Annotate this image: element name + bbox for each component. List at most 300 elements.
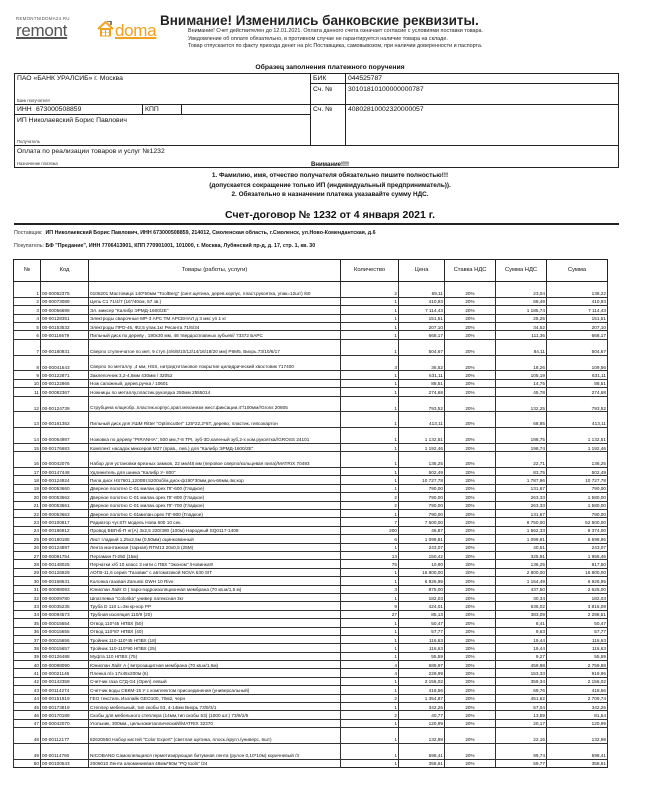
item-vat-rate: 20%	[445, 728, 496, 744]
item-name	[89, 282, 341, 298]
item-price: 10 727,78	[399, 476, 445, 484]
item-name: 2006010 Лента алюминиевая 48мм*50м "PQ tools" /24	[89, 759, 341, 767]
item-vat-rate: 20%	[445, 568, 496, 576]
item-vat-sum: 23,04	[496, 282, 547, 298]
item-name: Радиатор чуг.STI модель Нова 500 10 сек.	[89, 518, 341, 526]
table-row	[14, 593, 608, 601]
item-price: 69,11	[399, 282, 445, 298]
item-vat-sum: 9,63	[496, 627, 547, 635]
item-price: 57,77	[399, 627, 445, 635]
item-quantity: 1	[341, 388, 399, 396]
item-name: Муфта 110 НПВХ (75)	[89, 652, 341, 660]
table-row	[14, 306, 608, 314]
supplier-line	[14, 230, 376, 236]
item-vat-rate: 20%	[445, 306, 496, 314]
item-price: 598,41	[399, 744, 445, 760]
item-vat-rate: 20%	[445, 593, 496, 601]
table-row	[14, 711, 608, 719]
item-price: 85,13	[399, 610, 445, 618]
notice-line: Внимание! Счет действителен до 12.01.2021. Оплата данного счета означает согласие с условиями поставки товара.	[188, 28, 483, 34]
item-vat-sum: 68,85	[496, 412, 547, 428]
item-code: 00-00122865	[41, 379, 89, 387]
item-vat-sum: 22,16	[496, 728, 547, 744]
item-quantity: 1	[341, 396, 399, 412]
payment-purpose: Оплата по реализации товаров и услуг №1232	[17, 148, 165, 155]
item-code: 00-00052375	[41, 282, 89, 298]
item-vat-sum: 1 562,33	[496, 526, 547, 534]
item-vat-sum: 69,76	[496, 686, 547, 694]
item-quantity: 1	[341, 306, 399, 314]
item-quantity: 1	[341, 593, 399, 601]
table-row	[14, 669, 608, 677]
item-vat-rate: 20%	[445, 759, 496, 767]
table-row	[14, 476, 608, 484]
item-code: 00-00042076	[41, 452, 89, 468]
row-number: 39	[14, 652, 41, 660]
table-row	[14, 610, 608, 618]
table-row	[14, 510, 608, 518]
item-vat-rate: 20%	[445, 428, 496, 444]
item-quantity: 1	[341, 412, 399, 428]
table-row	[14, 627, 608, 635]
item-sum: 790,00	[547, 484, 608, 492]
bank-details-changed-title: Внимание! Изменились банковские реквизиты.	[160, 13, 479, 28]
item-price: 150,42	[399, 552, 445, 560]
item-name: Лист гладкий 1,25х2,5м (0,50мм) оцинкованный	[89, 535, 341, 543]
item-vat-rate: 20%	[445, 518, 496, 526]
item-vat-sum: 136,25	[496, 560, 547, 568]
item-vat-rate: 20%	[445, 577, 496, 585]
item-price: 1 192,46	[399, 443, 445, 451]
item-code: 00-00094573	[41, 610, 89, 618]
item-quantity: 1	[341, 322, 399, 330]
item-sum: 358,61	[547, 759, 608, 767]
row-number: 16	[14, 452, 41, 468]
item-price: 182,03	[399, 593, 445, 601]
corr-value-cell	[345, 83, 619, 105]
item-code: 00-00042070	[41, 719, 89, 727]
item-code: 00-00168631	[41, 577, 89, 585]
col-header-number: №	[14, 260, 41, 282]
corr-label-cell	[310, 83, 346, 105]
item-code: 00-00053662	[41, 493, 89, 501]
item-name: Пленка п/э 17х45х200м (6)	[89, 669, 341, 677]
item-sum: 2 298,51	[547, 610, 608, 618]
item-name-text: Сверло по металлу ,4 мм, HSS, нитридтитановое покрытие цилидрический хвостовик 717400	[90, 364, 294, 370]
item-code: 00-00161352	[41, 412, 89, 428]
item-sum: 274,68	[547, 388, 608, 396]
col-header-quantity: Количество	[341, 260, 399, 282]
table-row	[14, 428, 608, 444]
item-sum: 109,56	[547, 355, 608, 371]
item-quantity: 1	[341, 476, 399, 484]
item-name: Тройник 110-110*90 НПВХ (25)	[89, 644, 341, 652]
item-sum: 9 374,00	[547, 526, 608, 534]
table-row	[14, 297, 608, 305]
recipient-label: Получатель	[17, 139, 40, 144]
item-name: Пильный диск по дереву , 190х30 мм, 48 твердосплавных зубьев// 73372 БАРС	[89, 331, 341, 339]
item-quantity: 1	[341, 510, 399, 518]
item-name: Дверное полотно С-01 милан.орех ПГ-600 (Гладкое)	[89, 484, 341, 492]
row-number: 32	[14, 593, 41, 601]
item-price: 50,47	[399, 619, 445, 627]
item-name-text: 82620550 Набор кистей "Color Expert" (светлая щетина, плоск./кругл./универс, 6шт)	[90, 737, 272, 742]
table-row	[14, 560, 608, 568]
attention-line: (допускается сокращение только ИП (индивидуальный предприниматель)).	[209, 181, 451, 189]
item-price: 274,68	[399, 388, 445, 396]
table-row	[14, 619, 608, 627]
item-code: 00-00122871	[41, 371, 89, 379]
row-number: 44	[14, 694, 41, 702]
item-name: Заклепочник 3,2-4,8мм 430мм / 32052	[89, 371, 341, 379]
item-vat-sum: 57,04	[496, 703, 547, 711]
row-number: 30	[14, 577, 41, 585]
item-vat-rate: 20%	[445, 552, 496, 560]
row-number: 36	[14, 627, 41, 635]
account-value: 40802810002320000057	[348, 106, 424, 113]
item-code: 00-00151919	[41, 694, 89, 702]
item-sum: 6 598,86	[547, 535, 608, 543]
row-number: 12	[14, 396, 41, 412]
item-name-text: Набор для установки врезных замков, 22 мм/48 мм (перовое сверло/кольцевая пила)/MATRIX 70493	[90, 461, 310, 467]
buyer-label: Покупатель:	[14, 243, 44, 249]
item-quantity: 2	[341, 501, 399, 509]
item-price: 6 926,95	[399, 577, 445, 585]
item-quantity: 1	[341, 635, 399, 643]
item-quantity: 4	[341, 661, 399, 669]
item-code: 00-00015654	[41, 619, 89, 627]
item-sum: 418,56	[547, 686, 608, 694]
bank-label: Банк получателя	[17, 98, 50, 103]
attention-block	[0, 161, 660, 200]
inn-label: ИНН	[17, 106, 32, 113]
item-price: 790,00	[399, 493, 445, 501]
item-price: 151,51	[399, 314, 445, 322]
item-sum: 138,22	[547, 282, 608, 298]
item-sum: 2 759,88	[547, 661, 608, 669]
kpp-label: КПП	[145, 106, 159, 113]
item-vat-rate: 20%	[445, 661, 496, 669]
logo-text-doma: doma	[115, 21, 157, 40]
item-quantity: 1	[341, 677, 399, 685]
table-row	[14, 314, 608, 322]
item-name	[89, 452, 341, 468]
item-vat-sum: 8 750,00	[496, 518, 547, 526]
item-quantity: 6	[341, 535, 399, 543]
item-vat-rate: 20%	[445, 703, 496, 711]
item-name-text: Пильный диск для УШМ Ritter "Optimcutter" 125*22,2*6T, дерево, пластик, гипсокартон	[90, 421, 278, 427]
supplier-value: ИП Николаевский Борис Павлович, ИНН 673000508859, 214012, Смоленская область, г.Смоленск, ул.Ново-Комендантская, д.6	[45, 230, 376, 236]
item-quantity: 1	[341, 452, 399, 468]
account-value-cell	[345, 104, 619, 146]
item-name: Шпатлевка "Colorika" универ латексная 3кг	[89, 593, 341, 601]
row-number: 34	[14, 610, 41, 618]
table-row	[14, 759, 608, 767]
item-name: Перчатки х/б 10 класс 3 нити с ПВХ "Эконом" /Новинка!!!	[89, 560, 341, 568]
row-number: 15	[14, 443, 41, 451]
item-vat-rate: 20%	[445, 331, 496, 339]
bank-name-cell	[14, 73, 311, 105]
table-row	[14, 535, 608, 543]
item-price: 10,90	[399, 560, 445, 568]
item-name: Отвод 110*87 НПВХ (40)	[89, 627, 341, 635]
item-vat-sum: 8,41	[496, 619, 547, 627]
item-name: АОГВ-11,6 серия "Газовик" с автоматикой NOVA 630 SIT	[89, 568, 341, 576]
bik-label: БИК	[313, 75, 327, 82]
table-row	[14, 501, 608, 509]
item-price: 46,87	[399, 526, 445, 534]
divider	[14, 223, 619, 225]
item-vat-rate: 20%	[445, 711, 496, 719]
item-name: Скобы для мебельного степлера (14мм,тип скобы 53) (1000 шт.) 73/9/2/5	[89, 711, 341, 719]
item-code: 00-00116679	[41, 331, 89, 339]
item-sum: 631,11	[547, 371, 608, 379]
item-price: 88,51	[399, 379, 445, 387]
item-quantity: 75	[341, 560, 399, 568]
item-code: 00-00053663	[41, 510, 89, 518]
item-sum: 120,99	[547, 719, 608, 727]
item-vat-sum: 153,33	[496, 669, 547, 677]
item-price: 16 800,00	[399, 568, 445, 576]
item-name-text: Ножовка по дереву "PIRANHA", 500 мм,7-8 TPI, зуб-3D,каленый зуб,2-х ком.рукоятка//GROSS 24101	[90, 436, 310, 442]
row-number: 33	[14, 602, 41, 610]
row-number: 11	[14, 388, 41, 396]
row-number: 1	[14, 282, 41, 298]
item-name: Степлер мебельный, тип скобы 53, 4-14мм Вихрь 73/9/3/1	[89, 703, 341, 711]
inn-value: 673000508859	[36, 106, 82, 113]
account-label-cell	[310, 104, 346, 146]
logo-text-remont: remont	[16, 21, 68, 40]
item-price: 120,99	[399, 719, 445, 727]
row-number: 41	[14, 669, 41, 677]
item-quantity: 13	[341, 552, 399, 560]
item-quantity: 200	[341, 526, 399, 534]
item-sum: 413,11	[547, 412, 608, 428]
item-code: 00-00112177	[41, 728, 89, 744]
item-vat-rate: 20%	[445, 619, 496, 627]
item-quantity: 4	[341, 669, 399, 677]
item-sum: 502,49	[547, 468, 608, 476]
item-vat-rate: 20%	[445, 388, 496, 396]
item-sum: 10 727,78	[547, 476, 608, 484]
item-name: Колонка газовая Zanussi GWH 10 Rivo	[89, 577, 341, 585]
bank-name: ПАО «БАНК УРАЛСИБ» г. Москва	[17, 75, 123, 82]
bik-value: 044525787	[348, 75, 383, 82]
item-sum: 598,41	[547, 744, 608, 760]
item-price: 1 132,51	[399, 428, 445, 444]
item-code: 00-00124924	[41, 476, 89, 484]
item-vat-sum: 325,91	[496, 552, 547, 560]
item-vat-rate: 20%	[445, 635, 496, 643]
row-number: 7	[14, 339, 41, 355]
table-row	[14, 543, 608, 551]
item-quantity: 1	[341, 719, 399, 727]
item-quantity: 1	[341, 759, 399, 767]
item-quantity: 1	[341, 568, 399, 576]
item-vat-sum: 19,44	[496, 635, 547, 643]
table-row	[14, 526, 608, 534]
item-vat-rate: 20%	[445, 493, 496, 501]
item-name: Юниспан Лайт А ( ветрозащитная мембрана (70 кв.м/1,6м)	[89, 661, 341, 669]
item-code: 00-00100817	[41, 518, 89, 526]
row-number: 25	[14, 535, 41, 543]
item-vat-sum: 9,27	[496, 652, 547, 660]
item-name: Дверное полотно С-01 милан.орех ПГ-800 (Гладкое)	[89, 493, 341, 501]
item-vat-sum: 359,34	[496, 677, 547, 685]
item-vat-sum: 2 800,00	[496, 568, 547, 576]
item-code: 00-00015657	[41, 644, 89, 652]
row-number: 18	[14, 476, 41, 484]
item-quantity: 1	[341, 543, 399, 551]
item-price: 790,00	[399, 484, 445, 492]
item-vat-sum: 45,78	[496, 388, 547, 396]
item-code: 00-00126929	[41, 568, 89, 576]
table-row	[14, 585, 608, 593]
item-sum: 2 156,02	[547, 677, 608, 685]
item-code: 00-00142359	[41, 677, 89, 685]
item-vat-rate: 20%	[445, 484, 496, 492]
notice-line: Уведомление об оплате обязательно, в противном случае не гарантируется наличие товара на складе.	[188, 35, 448, 42]
item-name: Тройник 110-110*45 НПВХ (18)	[89, 635, 341, 643]
item-vat-rate: 20%	[445, 371, 496, 379]
item-name: Юниспан Лайт D ( паро-гидроизоляционная мембрана (70 кв.м/1,5 м)	[89, 585, 341, 593]
row-number: 24	[14, 526, 41, 534]
item-quantity: 9	[341, 602, 399, 610]
item-sum: 182,03	[547, 593, 608, 601]
item-price: 790,00	[399, 510, 445, 518]
item-vat-sum: 83,75	[496, 468, 547, 476]
item-quantity: 1	[341, 686, 399, 694]
item-sum: 2 625,00	[547, 585, 608, 593]
item-vat-rate: 20%	[445, 560, 496, 568]
item-code: 00-00114274	[41, 686, 89, 694]
item-vat-rate: 20%	[445, 719, 496, 727]
attention-heading: Внимание!!!!	[311, 162, 349, 168]
item-quantity: 2	[341, 694, 399, 702]
item-name	[89, 396, 341, 412]
item-vat-rate: 20%	[445, 297, 496, 305]
row-number: 42	[14, 677, 41, 685]
item-price: 55,59	[399, 652, 445, 660]
col-header-vat-rate: Ставка НДС	[445, 260, 496, 282]
invoice-title: Счет-договор № 1232 от 4 января 2021 г.	[225, 209, 435, 221]
item-quantity: 1	[341, 644, 399, 652]
payment-details-box	[14, 73, 619, 168]
item-vat-sum: 40,51	[496, 543, 547, 551]
item-price: 631,11	[399, 371, 445, 379]
item-sum: 207,10	[547, 322, 608, 330]
table-row	[14, 728, 608, 744]
row-number: 28	[14, 560, 41, 568]
item-sum: 7 114,43	[547, 306, 608, 314]
item-sum: 52 500,00	[547, 518, 608, 526]
table-row	[14, 379, 608, 387]
item-vat-sum: 1 185,74	[496, 306, 547, 314]
item-price: 36,52	[399, 355, 445, 371]
item-vat-rate: 20%	[445, 677, 496, 685]
item-vat-sum: 105,19	[496, 371, 547, 379]
table-row	[14, 339, 608, 355]
account-label: Сч. №	[313, 106, 333, 113]
item-vat-rate: 20%	[445, 543, 496, 551]
table-row	[14, 552, 608, 560]
item-name: ГЕО текстиль Изолайк GEO100, 70м2, черн	[89, 694, 341, 702]
item-code: 00-00186912	[41, 526, 89, 534]
item-quantity: 1	[341, 703, 399, 711]
item-price: 132,98	[399, 728, 445, 744]
purpose-label: Назначение платежа	[17, 161, 58, 166]
item-name: Счетчик газа СГД-G4 (Орел) левый	[89, 677, 341, 685]
table-row	[14, 412, 608, 428]
item-code: 00-00098093	[41, 585, 89, 593]
item-price: 342,26	[399, 703, 445, 711]
item-name: Ножницы по металлу,пластик.рукоядка 250мм 2555014	[89, 388, 341, 396]
item-vat-sum: 25,25	[496, 314, 547, 322]
item-code: 00-00128351	[41, 314, 89, 322]
item-price: 504,67	[399, 339, 445, 355]
item-vat-sum: 132,25	[496, 396, 547, 412]
item-sum: 668,17	[547, 331, 608, 339]
item-price: 793,52	[399, 396, 445, 412]
item-sum: 57,77	[547, 627, 608, 635]
table-row	[14, 493, 608, 501]
item-name-text: Струбцина клщеобр.,пластик.корпус,храп.механизм жест.фиксации,4"/100мм//Gross 20805	[90, 405, 288, 411]
row-number: 45	[14, 703, 41, 711]
item-vat-sum: 198,74	[496, 443, 547, 451]
item-vat-sum: 111,36	[496, 331, 547, 339]
item-sum: 1 192,46	[547, 443, 608, 451]
company-logo	[15, 16, 160, 46]
logo-site-name: REMONTNIDOMA24.RU	[16, 16, 70, 21]
item-code: 00-00180185	[41, 535, 89, 543]
item-vat-rate: 20%	[445, 412, 496, 428]
item-quantity: 1	[341, 577, 399, 585]
row-number: 35	[14, 619, 41, 627]
table-row	[14, 568, 608, 576]
item-name	[89, 412, 341, 428]
item-code: 00-00100543	[41, 759, 89, 767]
item-price: 1 099,81	[399, 535, 445, 543]
row-number: 47	[14, 719, 41, 727]
item-vat-rate: 20%	[445, 510, 496, 518]
item-name: Трубная изоляция 110/9 (20)	[89, 610, 341, 618]
row-number: 21	[14, 501, 41, 509]
row-number: 49	[14, 744, 41, 760]
row-number: 14	[14, 428, 41, 444]
item-name	[89, 355, 341, 371]
table-row	[14, 577, 608, 585]
item-name: Дверное полотно С-01 милан.орех ПГ-700 (Гладкое)	[89, 501, 341, 509]
item-vat-rate: 20%	[445, 694, 496, 702]
item-vat-rate: 20%	[445, 744, 496, 760]
item-name: Счетчик воды СВКМ-15 У с комплектом присоединения (универсальный)	[89, 686, 341, 694]
item-price: 358,61	[399, 759, 445, 767]
item-code: 00-00098090	[41, 661, 89, 669]
item-name: Пергамин П-250 (15м)	[89, 552, 341, 560]
item-code: 00-00124897	[41, 543, 89, 551]
item-code: 00-00173819	[41, 703, 89, 711]
row-number: 5	[14, 322, 41, 330]
item-vat-rate: 20%	[445, 282, 496, 298]
notice-line: Товар отпускается по факту прихода денег на р/с Поставщика, самовывозом, при наличии доверенности и паспорта.	[188, 43, 483, 50]
item-price: 229,99	[399, 669, 445, 677]
item-vat-rate: 20%	[445, 355, 496, 371]
item-price: 418,56	[399, 686, 445, 694]
item-sum: 55,59	[547, 652, 608, 660]
item-code: 00-00053661	[41, 501, 89, 509]
item-vat-sum: 459,98	[496, 661, 547, 669]
item-code: 00-00056699	[41, 306, 89, 314]
